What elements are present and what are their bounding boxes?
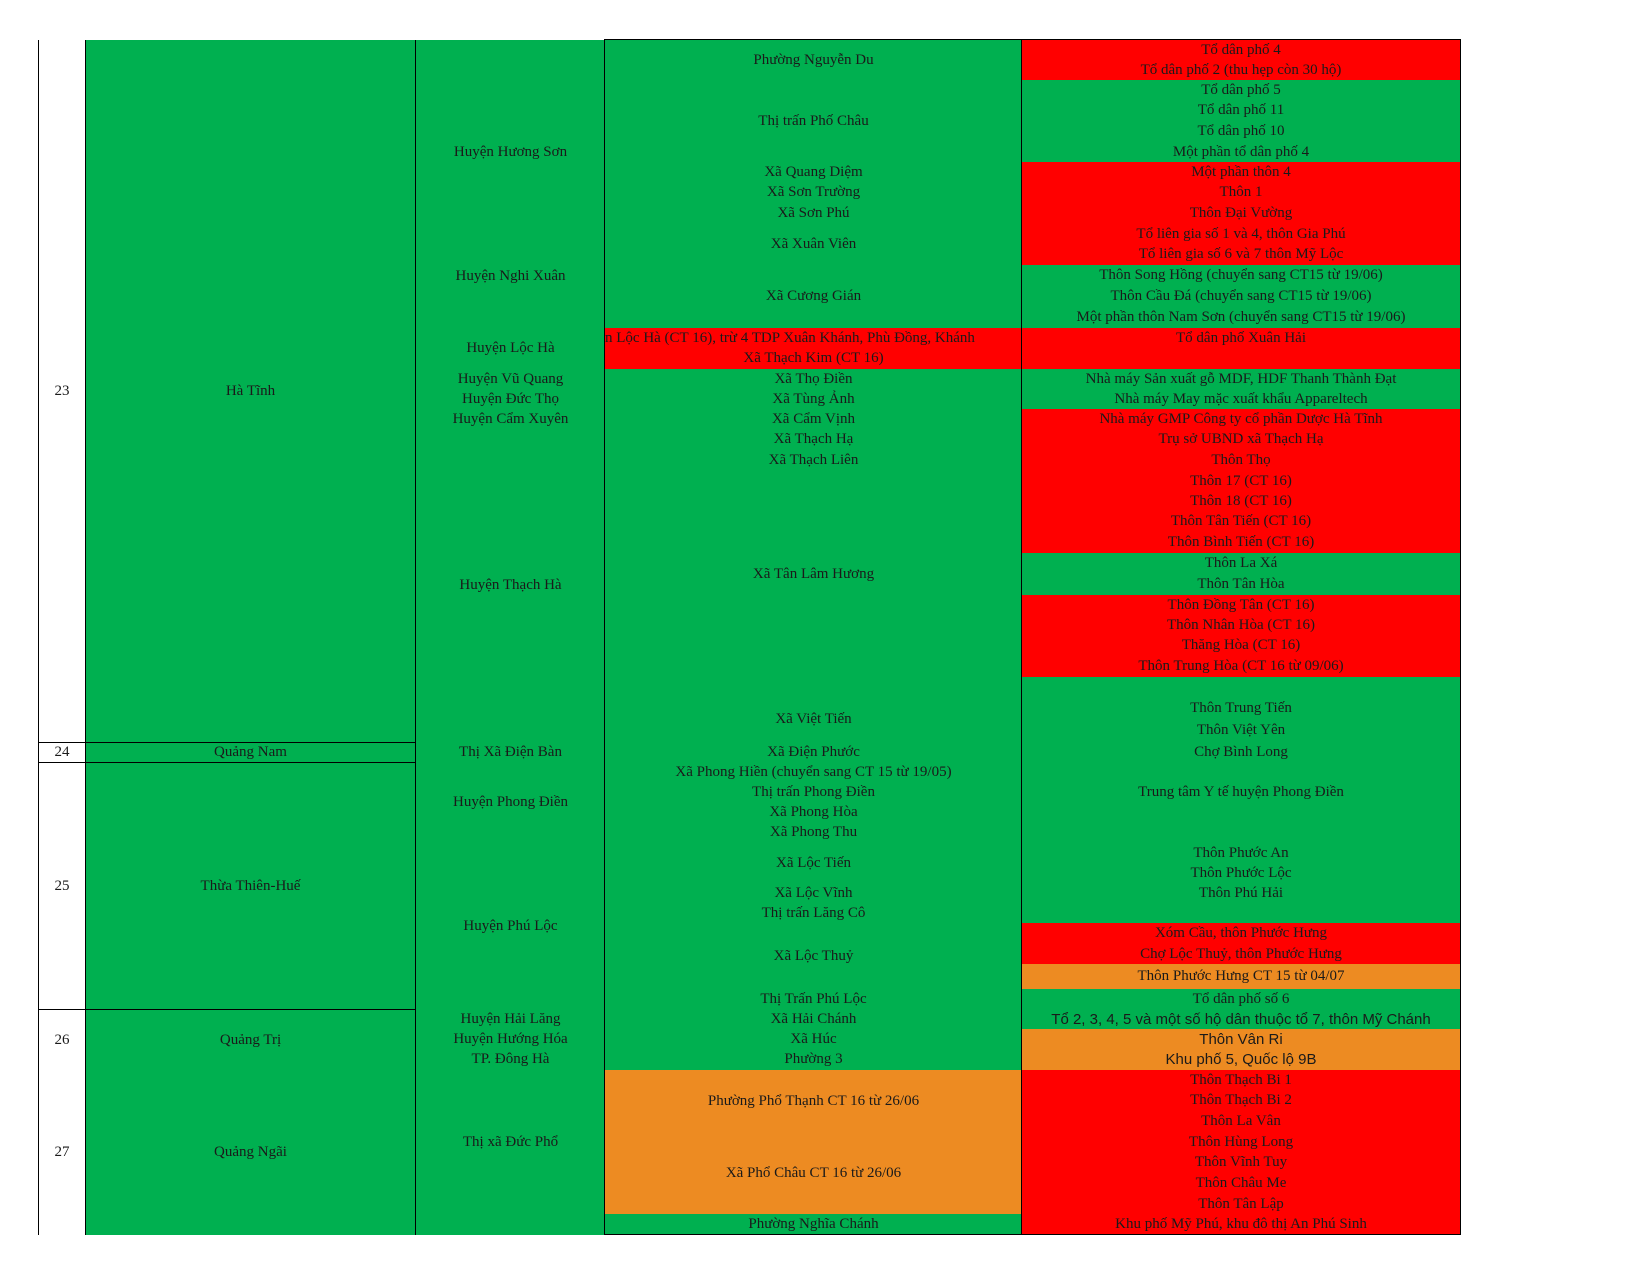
location-cell: Trụ sở UBND xã Thạch Hạ	[1021, 429, 1461, 450]
stt-cell: 27	[38, 1070, 85, 1235]
commune-cell: Xã Phong Hiền (chuyển sang CT 15 từ 19/05)	[604, 762, 1022, 783]
district-cell: Huyện Lộc Hà	[415, 328, 605, 370]
district-cell: Huyện Hướng Hóa	[415, 1029, 605, 1050]
commune-cell: Phường Nguyễn Du	[604, 39, 1022, 81]
location-cell: Nhà máy GMP Công ty cổ phần Dược Hà Tĩnh	[1021, 409, 1461, 430]
location-cell	[1021, 348, 1461, 370]
location-cell: Tổ dân phố 4	[1021, 39, 1461, 61]
location-cell: Thôn Tân Hòa	[1021, 573, 1461, 596]
commune-cell: Xã Lộc Tiến	[604, 843, 1022, 884]
location-cell: Thôn Trung Hòa (CT 16 từ 09/06)	[1021, 656, 1461, 678]
commune-cell: Phường Phổ Thạnh CT 16 từ 26/06	[604, 1070, 1022, 1133]
location-cell	[1021, 822, 1461, 844]
province-cell: Hà Tĩnh	[85, 40, 415, 743]
location-cell: Thôn Vân Ri	[1021, 1029, 1461, 1050]
district-cell: Huyện Hải Lăng	[415, 1009, 605, 1030]
commune-cell: Xã Thạch Liên	[604, 449, 1022, 472]
location-cell: Tổ dân phố số 6	[1021, 989, 1461, 1010]
stt-cell: 25	[38, 763, 85, 1010]
location-cell: Thôn Đại Vường	[1021, 202, 1461, 225]
commune-cell: Xã Quang Diệm	[604, 162, 1022, 183]
location-cell: Tổ liên gia số 6 và 7 thôn Mỹ Lộc	[1021, 244, 1461, 266]
location-cell: Thôn 1	[1021, 182, 1461, 203]
location-cell: Trung tâm Y tế huyện Phong Điền	[1021, 782, 1461, 803]
commune-cell: Thị Trấn Phú Lộc	[604, 989, 1022, 1010]
location-cell: Thôn Tân Tiến (CT 16)	[1021, 511, 1461, 533]
location-cell: Thôn Phú Hải	[1021, 883, 1461, 904]
commune-cell: Thị trấn Phố Châu	[604, 80, 1022, 163]
stt-cell: 24	[38, 742, 85, 763]
location-cell: Thôn Việt Yên	[1021, 719, 1461, 743]
commune-cell: Xã Húc	[604, 1029, 1022, 1050]
location-cell: Nhà máy Sản xuất gỗ MDF, HDF Thanh Thành Đạt	[1021, 369, 1461, 390]
location-cell: Xóm Cầu, thôn Phước Hưng	[1021, 923, 1461, 945]
location-cell: Thôn 17 (CT 16)	[1021, 471, 1461, 492]
location-cell: Thôn Song Hồng (chuyển sang CT15 từ 19/06)	[1021, 265, 1461, 286]
location-cell: Thôn Phước Lộc	[1021, 863, 1461, 884]
location-cell: Tổ dân phố 5	[1021, 80, 1461, 101]
location-cell: Thăng Hòa (CT 16)	[1021, 635, 1461, 657]
commune-cell: Thị trấn Lăng Cô	[604, 903, 1022, 924]
location-cell: Thôn Thọ	[1021, 449, 1461, 472]
commune-cell: Xã Phong Hòa	[604, 802, 1022, 823]
location-cell: Một phần tổ dân phố 4	[1021, 142, 1461, 163]
province-cell: Quảng Trị	[85, 1009, 415, 1071]
district-cell: Huyện Thạch Hà	[415, 429, 605, 743]
location-cell: Thôn Tân Lập	[1021, 1194, 1461, 1215]
commune-cell: Xã Thọ Điền	[604, 369, 1022, 390]
location-cell: Thôn Phước Hưng CT 15 từ 04/07	[1021, 964, 1461, 990]
commune-cell: Xã Sơn Trường	[604, 182, 1022, 203]
commune-cell: Xã Cẩm Vịnh	[604, 409, 1022, 430]
location-cell: Thôn Nhân Hòa (CT 16)	[1021, 615, 1461, 636]
commune-cell: Xã Thạch Hạ	[604, 429, 1022, 450]
location-cell: Thôn La Xá	[1021, 553, 1461, 574]
district-cell: Thị xã Đức Phổ	[415, 1070, 605, 1215]
location-cell: Thôn 18 (CT 16)	[1021, 491, 1461, 512]
district-cell: Huyện Vũ Quang	[415, 369, 605, 390]
location-cell: Tổ dân phố 11	[1021, 100, 1461, 121]
location-cell: Tổ liên gia số 1 và 4, thôn Gia Phú	[1021, 224, 1461, 245]
location-cell: Thôn Bình Tiến (CT 16)	[1021, 532, 1461, 554]
location-cell: Chợ Bình Long	[1021, 742, 1461, 763]
commune-cell: Phường Nghĩa Chánh	[604, 1214, 1022, 1235]
district-cell: Huyện Cẩm Xuyên	[415, 409, 605, 430]
location-cell: Thôn Trung Tiến	[1021, 697, 1461, 720]
location-cell: Thôn Phước An	[1021, 843, 1461, 864]
district-cell: Huyện Phong Điền	[415, 762, 605, 844]
district-cell: Huyện Hương Sơn	[415, 80, 605, 225]
location-cell: Thôn Thạch Bi 1	[1021, 1070, 1461, 1091]
stt-cell: 26	[38, 1009, 85, 1071]
district-cell: Huyện Phú Lộc	[415, 843, 605, 1010]
commune-cell: Xã Phong Thu	[604, 822, 1022, 844]
location-cell: Một phần thôn 4	[1021, 162, 1461, 183]
location-cell: Nhà máy May mặc xuất khẩu Appareltech	[1021, 389, 1461, 410]
commune-cell: Xã Việt Tiến	[604, 697, 1022, 743]
commune-cell: Xã Hải Chánh	[604, 1009, 1022, 1030]
commune-cell: Xã Lộc Vĩnh	[604, 883, 1022, 904]
district-cell: Thị Xã Điện Bàn	[415, 742, 605, 763]
location-cell: Khu phố 5, Quốc lộ 9B	[1021, 1049, 1461, 1071]
province-cell: Quảng Ngãi	[85, 1070, 415, 1235]
commune-cell: Phường 3	[604, 1049, 1022, 1071]
location-cell: Thôn Thạch Bi 2	[1021, 1090, 1461, 1111]
commune-cell: Xã Tùng Ảnh	[604, 389, 1022, 410]
location-cell: Thôn Cầu Đá (chuyển sang CT15 từ 19/06)	[1021, 285, 1461, 308]
location-cell: Thôn Vĩnh Tuy	[1021, 1152, 1461, 1174]
location-cell	[1021, 903, 1461, 924]
location-cell: Tổ dân phố Xuân Hải	[1021, 328, 1461, 349]
district-cell: TP. Đông Hà	[415, 1049, 605, 1071]
commune-cell: Thị trấn Phong Điền	[604, 782, 1022, 803]
stt-cell: 23	[38, 40, 85, 743]
commune-cell: Xã Thạch Kim (CT 16)	[604, 348, 1022, 370]
province-cell: Quảng Nam	[85, 742, 415, 763]
commune-cell: Xã Điện Phước	[604, 742, 1022, 763]
location-cell: Tổ 2, 3, 4, 5 và một số hộ dân thuộc tổ 7, thôn Mỹ Chánh	[1021, 1009, 1461, 1030]
commune-cell: Xã Tân Lâm Hương	[604, 471, 1022, 678]
location-cell	[1021, 802, 1461, 823]
commune-cell: Xã Lộc Thuỷ	[604, 923, 1022, 990]
location-cell	[1021, 677, 1461, 698]
district-cell: Huyện Đức Thọ	[415, 389, 605, 410]
location-cell	[1021, 762, 1461, 783]
commune-cell: Xã Phổ Châu CT 16 từ 26/06	[604, 1132, 1022, 1215]
commune-cell: n Lộc Hà (CT 16), trừ 4 TDP Xuân Khánh, Phù Đồng, Khánh	[604, 328, 1022, 349]
district-cell	[415, 40, 605, 81]
location-cell: Một phần thôn Nam Sơn (chuyển sang CT15 từ 19/06)	[1021, 307, 1461, 329]
location-cell: Thôn Hùng Long	[1021, 1132, 1461, 1153]
location-cell: Tổ dân phố 2 (thu hẹp còn 30 hộ)	[1021, 60, 1461, 81]
location-cell: Chợ Lộc Thuỷ, thôn Phước Hưng	[1021, 944, 1461, 965]
location-cell: Tổ dân phố 10	[1021, 120, 1461, 143]
location-cell: Thôn La Vân	[1021, 1110, 1461, 1133]
province-cell: Thừa Thiên-Huế	[85, 763, 415, 1010]
commune-cell: Xã Sơn Phú	[604, 202, 1022, 225]
location-cell: Thôn Châu Me	[1021, 1173, 1461, 1195]
commune-cell	[604, 677, 1022, 698]
commune-cell: Xã Cương Gián	[604, 265, 1022, 329]
commune-cell: Xã Xuân Viên	[604, 224, 1022, 266]
location-cell: Khu phố Mỹ Phú, khu đô thị An Phú Sinh	[1021, 1214, 1461, 1235]
location-cell: Thôn Đồng Tân (CT 16)	[1021, 595, 1461, 616]
district-cell	[415, 1214, 605, 1235]
district-cell: Huyện Nghi Xuân	[415, 224, 605, 329]
